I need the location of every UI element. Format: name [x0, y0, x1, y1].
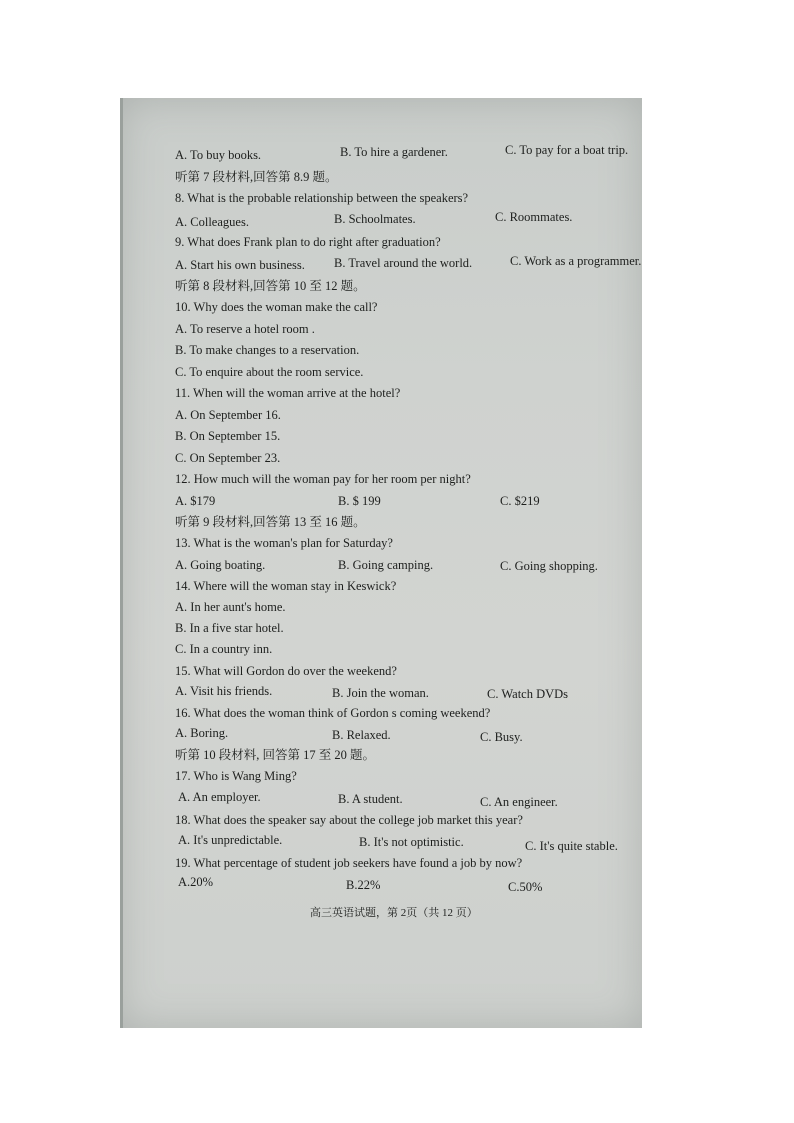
text-line: C. Watch DVDs [487, 687, 569, 701]
text-line: A. To buy books. [175, 148, 262, 162]
text-line: 9. What does Frank plan to do right after graduation? [175, 235, 441, 249]
text-line: C. In a country inn. [175, 642, 273, 656]
text-line: B.22% [346, 878, 381, 892]
text-line: C. It's quite stable. [525, 839, 618, 853]
text-line: B. To hire a gardener. [340, 145, 448, 159]
text-line: 14. Where will the woman stay in Keswick? [175, 579, 397, 593]
text-line: 10. Why does the woman make the call? [175, 300, 378, 314]
text-line: C. On September 23. [175, 451, 281, 465]
text-line: A. Boring. [175, 726, 229, 740]
scanned-exam-page [120, 98, 642, 1028]
text-line: 16. What does the woman think of Gordon s coming weekend? [175, 706, 491, 720]
text-line: B. On September 15. [175, 429, 281, 443]
text-line: 17. Who is Wang Ming? [175, 769, 297, 783]
text-line: B. Travel around the world. [334, 256, 473, 270]
text-line: 12. How much will the woman pay for her room per night? [175, 472, 471, 486]
text-line: A. On September 16. [175, 408, 281, 422]
text-line: B. In a five star hotel. [175, 621, 284, 635]
text-line: 听第 8 段材料,回答第 10 至 12 题。 [175, 279, 366, 293]
text-line: 18. What does the speaker say about the college job market this year? [175, 813, 523, 827]
text-line: B. $ 199 [338, 494, 381, 508]
text-line: B. Relaxed. [332, 728, 391, 742]
text-line: A. Visit his friends. [175, 684, 273, 698]
page-footer: 高三英语试题，第 2页（共 12 页） [310, 907, 478, 919]
text-line: 8. What is the probable relationship between the speakers? [175, 191, 469, 205]
text-line: A.20% [178, 875, 214, 889]
text-line: C. To pay for a boat trip. [505, 143, 629, 157]
text-line: A. $179 [175, 494, 216, 508]
text-line: C. Work as a programmer. [510, 254, 642, 268]
text-line: B. Schoolmates. [334, 212, 416, 226]
text-line: B. To make changes to a reservation. [175, 343, 360, 357]
text-line: C. An engineer. [480, 795, 558, 809]
text-line: B. Going camping. [338, 558, 434, 572]
text-line: C. To enquire about the room service. [175, 365, 364, 379]
text-line: C. Busy. [480, 730, 523, 744]
text-line: A. Colleagues. [175, 215, 249, 229]
text-line: 15. What will Gordon do over the weekend? [175, 664, 397, 678]
text-line: B. It's not optimistic. [359, 835, 464, 849]
text-line: C.50% [508, 880, 543, 894]
text-line: C. $219 [500, 494, 540, 508]
text-line: B. Join the woman. [332, 686, 429, 700]
text-line: 13. What is the woman's plan for Saturday? [175, 536, 393, 550]
text-line: C. Going shopping. [500, 559, 598, 573]
text-line: C. Roommates. [495, 210, 573, 224]
text-line: 听第 10 段材料, 回答第 17 至 20 题。 [175, 748, 376, 762]
text-line: A. An employer. [178, 790, 261, 804]
text-line: 19. What percentage of student job seekers have found a job by now? [175, 856, 523, 870]
text-line: A. Going boating. [175, 558, 266, 572]
text-line: B. A student. [338, 792, 403, 806]
text-line: A. Start his own business. [175, 258, 305, 272]
text-line: A. It's unpredictable. [178, 833, 283, 847]
text-line: 听第 7 段材料,回答第 8.9 题。 [175, 170, 338, 184]
text-line: 听第 9 段材料,回答第 13 至 16 题。 [175, 515, 366, 529]
text-line: A. To reserve a hotel room . [175, 322, 315, 336]
text-line: 11. When will the woman arrive at the hotel? [175, 386, 401, 400]
text-line: A. In her aunt's home. [175, 600, 286, 614]
